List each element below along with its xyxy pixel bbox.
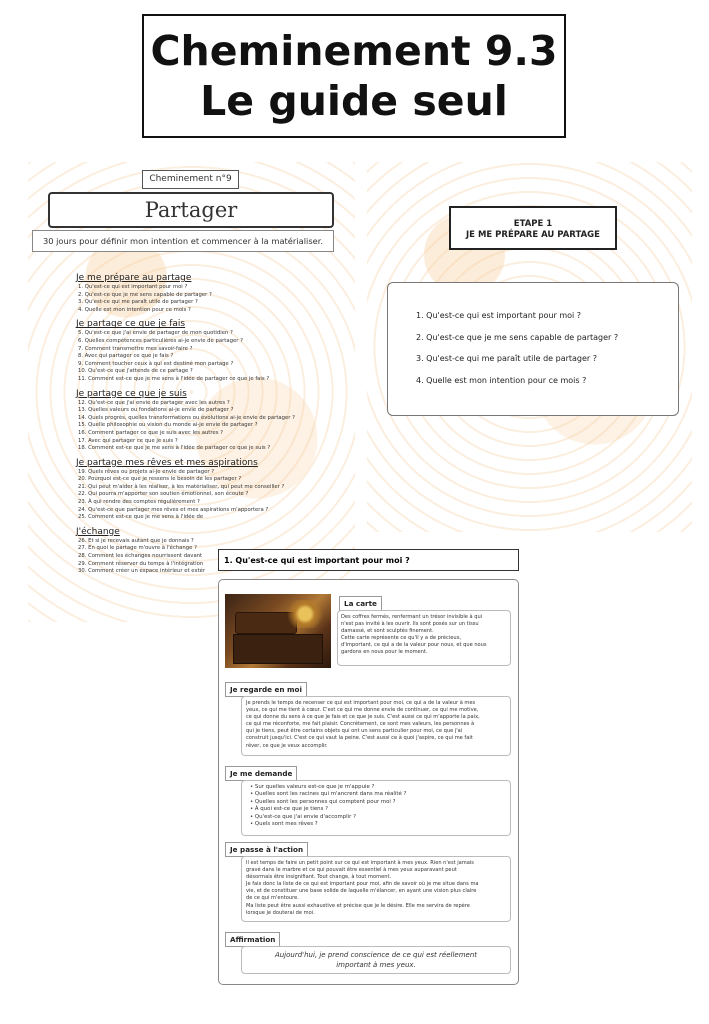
questions-box <box>387 282 679 416</box>
question-line: 15. Quelle philosophie ou vision du monde ai-je envie de partager ? <box>78 422 258 429</box>
question-line: 12. Qu'est-ce que j'ai envie de partager avec les autres ? <box>78 399 230 406</box>
regarde-text <box>241 696 511 756</box>
question-line: 13. Quelles valeurs ou fondations ai-je envie de partager ? <box>78 407 234 414</box>
section-heading: J'échange <box>76 526 120 537</box>
question-line: 16. Comment partager ce que je suis avec les autres ? <box>78 429 223 436</box>
cheminement-badge: Cheminement n°9 <box>142 170 239 189</box>
affirmation-box <box>241 946 511 974</box>
question-line: 7. Comment transmettre mes savoir-faire ? <box>78 345 193 352</box>
question-header: 1. Qu'est-ce qui est important pour moi ? <box>218 549 519 571</box>
question-line: 1. Qu'est-ce qui est important pour moi ? <box>78 284 188 290</box>
demande-item: • Qu'est-ce que j'ai envie d'accomplir ? <box>250 814 502 821</box>
action-line: Je fais donc la liste de ce qui est important pour moi, afin de savoir où je me situe dans ma <box>246 881 479 888</box>
demande-item: • Quelles sont les personnes qui comptent pour moi ? <box>250 799 502 806</box>
question-line: 14. Quels progrès, quelles transformations ou évolutions ai-je envie de partager ? <box>78 414 295 421</box>
partager-title: Partager <box>48 192 334 228</box>
question-item: 2. Qu'est-ce que je me sens capable de partager ? <box>416 332 619 342</box>
section-heading: Je partage ce que je suis <box>76 388 187 399</box>
question-line: 28. Comment les échanges nourrissent davant <box>78 553 203 560</box>
regarde-label: Je regarde en moi <box>225 682 307 697</box>
question-line: 29. Comment réserver du temps à l'intégration <box>78 560 204 567</box>
carte-line: d'important, ce qui a de la valeur pour nous, et que nous <box>341 642 487 649</box>
action-label: Je passe à l'action <box>225 842 308 857</box>
left-subtitle: 30 jours pour définir mon intention et commencer à la matérialiser. <box>32 230 334 252</box>
question-line: 8. Avec qui partager ce que je fais ? <box>78 353 174 360</box>
question-line: 22. Qui pourra m'apporter son soutien émotionnel, son écoute ? <box>78 491 249 498</box>
bottom-page <box>218 545 519 984</box>
question-line: 21. Qui peut m'aider à les réaliser, à les matérialiser, qui peut me conseiller ? <box>78 483 285 490</box>
right-page <box>367 162 692 532</box>
regarde-line: ce qui me réconforte, me fait plaisir. Concrètement, ce sont mes valeurs, les personnes à <box>246 721 475 728</box>
carte-line: damassé, et sont sculptés finement. <box>341 628 434 635</box>
question-line: 30. Comment créer un espace intérieur et extér <box>78 568 206 575</box>
question-line: 24. Qu'est-ce que partager mes rêves et mes aspirations m'apportera ? <box>78 506 269 513</box>
question-line: 26. Et si je recevais autant que je donnais ? <box>78 537 194 544</box>
question-line: 11. Comment est-ce que je me sens à l'idée de partager ce que je fais ? <box>78 375 270 382</box>
action-line: désormais être insignifiant. Tout change, à tout moment. <box>246 874 392 881</box>
demande-label: Je me demande <box>225 766 297 781</box>
question-line: 23. À qui rendre des comptes régulièrement ? <box>78 499 200 506</box>
question-line: 18. Comment est-ce que je me sens à l'idée de partager ce que je suis ? <box>78 445 271 452</box>
main-title-line2: Le guide seul <box>200 77 508 125</box>
carte-line: Des coffres fermés, renfermant un trésor invisible à qui <box>341 614 483 620</box>
question-item: 3. Qu'est-ce qui me paraît utile de partager ? <box>416 354 598 363</box>
question-item: 1. Qu'est-ce qui est important pour moi ? <box>416 311 582 320</box>
demande-item: • À quoi est-ce que je tiens ? <box>250 806 502 813</box>
affirmation-text: Aujourd'hui, je prend conscience de ce qui est réellement important à mes yeux. <box>274 951 478 969</box>
etape-box <box>449 206 617 250</box>
question-line: 17. Avec qui partager ce que je suis ? <box>78 437 178 444</box>
section-heading: Je me prépare au partage <box>76 273 192 283</box>
regarde-line: Je prends le temps de recenser ce qui est important pour moi, ce qui a de la valeur à mes <box>246 700 476 706</box>
main-title-box <box>142 14 566 138</box>
question-line: 5. Qu'est-ce que j'ai envie de partager de mon quotidien ? <box>78 330 233 337</box>
action-line: Ma liste peut être aussi exhaustive et précise que je le désire. Elle me servira de repère <box>246 902 470 909</box>
question-line: 27. En quoi le partage m'ouvre à l'échange ? <box>78 545 197 552</box>
question-line: 19. Quels rêves ou projets ai-je envie de partager ? <box>78 468 215 475</box>
action-line: gravé dans le marbre et ce qui pouvait être essentiel à mes yeux auparavant peut <box>246 867 457 874</box>
regarde-line: yeux, ce qui me tient à cœur. C'est ce qui me donne envie de continuer, ce qui me motive, <box>246 707 479 714</box>
question-line: 9. Comment toucher ceux à qui est destiné mon partage ? <box>78 360 234 367</box>
left-sections <box>76 268 355 576</box>
action-line: Il est temps de faire un petit point sur ce qui est important à mes yeux. Rien n'est jamais <box>246 860 474 866</box>
question-line: 4. Quelle est mon intention pour ce mois ? <box>78 306 191 313</box>
carte-line: Cette carte représente ce qu'il y a de précieux, <box>341 635 462 642</box>
question-card <box>218 579 519 985</box>
demande-list <box>241 780 511 836</box>
etape-line2: JE ME PRÉPARE AU PARTAGE <box>466 230 600 240</box>
treasure-chest-image <box>225 594 331 668</box>
question-line: 3. Qu'est-ce qui me paraît utile de partager ? <box>78 299 198 306</box>
question-item: 4. Quelle est mon intention pour ce mois ? <box>416 375 587 385</box>
affirmation-label: Affirmation <box>225 932 280 947</box>
regarde-line: construit jusqu'ici. C'est ce qui vaut la peine. C'est aussi ce à quoi j'aspire, ce qui me fait <box>246 735 473 742</box>
action-text <box>241 856 511 922</box>
carte-label: La carte <box>339 596 382 611</box>
demande-item: • Sur quelles valeurs est-ce que je m'appuie ? <box>250 784 502 791</box>
carte-text <box>337 610 511 666</box>
demande-item: • Quels sont mes rêves ? <box>250 821 502 828</box>
question-line: 25. Comment est-ce que je me sens à l'idée de <box>78 514 204 521</box>
regarde-line: qui je tiens, peut être certains objets qui ont un sens particulier pour moi, ce que j'ai <box>246 728 463 735</box>
regarde-line: ce qui donne du sens à ce que je fais et ce que je suis. C'est aussi ce qui m'apporte la paix, <box>246 714 480 721</box>
carte-line: gardons en nous pour le moment. <box>341 649 428 656</box>
etape-line1: ETAPE 1 <box>513 219 553 229</box>
regarde-line: rêver, ce que je veux accomplir. <box>246 742 328 749</box>
section-heading: Je partage mes rêves et mes aspirations <box>76 457 258 468</box>
question-line: 20. Pourquoi est-ce que je ressens le besoin de les partager ? <box>78 476 242 483</box>
action-line: vie, et de constituer une base solide de laquelle m'élancer, en ayant une vision plus claire <box>246 888 477 895</box>
carte-line: n'est pas invité à les ouvrir. Ils sont posés sur un tissu <box>341 621 479 628</box>
question-line: 6. Quelles compétences particulières ai-je envie de partager ? <box>78 337 243 344</box>
main-title-line1: Cheminement 9.3 <box>150 27 558 75</box>
question-line: 10. Qu'est-ce que j'attends de ce partage ? <box>78 368 193 375</box>
question-line: 2. Qu'est-ce que je me sens capable de partager ? <box>78 291 212 298</box>
action-line: lorsque je douterai de moi. <box>246 909 315 916</box>
demande-item: • Quelles sont les racines qui m'ancrent dans ma réalité ? <box>250 791 502 798</box>
section-heading: Je partage ce que je fais <box>76 319 186 330</box>
action-line: de ce qui m'entoure. <box>246 895 299 902</box>
